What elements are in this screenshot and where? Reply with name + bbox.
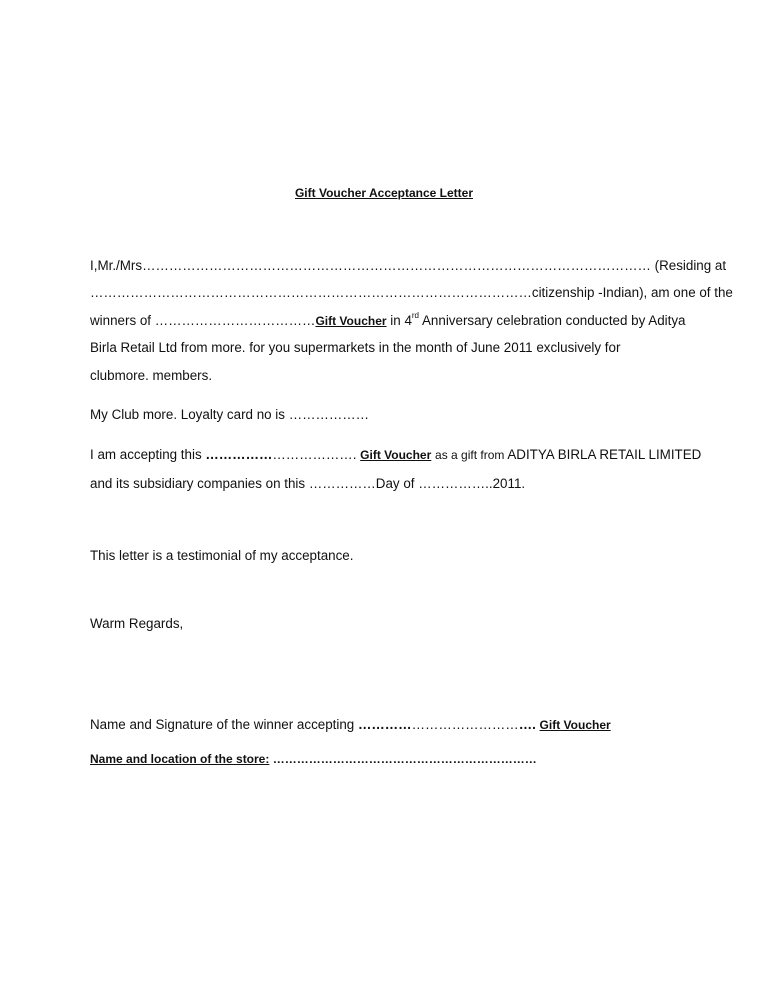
gift-voucher-label: Gift Voucher: [539, 718, 611, 732]
date-line: and its subsidiary companies on this ……………Day of ……………..2011.: [90, 476, 526, 491]
anniversary-text: Anniversary celebration conducted by Aditya: [422, 313, 686, 328]
anniversary-number: in 4: [390, 313, 412, 328]
company-name: ADITYA BIRLA RETAIL LIMITED: [507, 447, 702, 462]
ordinal-suffix: rd: [411, 311, 420, 320]
residing-line: I,Mr./Mrs…………………………………………………………………………………………………… (Residing at: [90, 258, 727, 273]
signature-dots-end: ….: [518, 717, 536, 732]
signature-line: [90, 716, 611, 734]
accepting-prefix: I am accepting this: [90, 447, 202, 462]
store-line: [90, 750, 537, 768]
accepting-line: [90, 446, 701, 464]
winners-line: [90, 312, 686, 330]
gift-voucher-label: Gift Voucher: [315, 314, 387, 328]
signature-dots: ……………………: [411, 717, 519, 732]
gift-from-text: as a gift from: [435, 448, 505, 462]
retail-line: Birla Retail Ltd from more. for you supermarkets in the month of June 2011 exclusively for: [90, 340, 621, 355]
signature-dots-bold: …………: [358, 717, 412, 732]
loyalty-card-line: My Club more. Loyalty card no is ………………: [90, 407, 370, 422]
accepting-dots-bold: ……………: [205, 447, 273, 462]
gift-voucher-label: Gift Voucher: [360, 448, 432, 462]
members-line: clubmore. members.: [90, 368, 213, 383]
testimonial-line: This letter is a testimonial of my acceptance.: [90, 548, 354, 563]
store-dots: …………………………………………………………: [272, 752, 537, 766]
citizenship-line: ………………………………………………………………………………………citizenship -Indian), am one of the: [90, 285, 733, 300]
store-label: Name and location of the store:: [90, 752, 270, 766]
winners-prefix: winners of ………………………………: [90, 313, 316, 328]
regards-line: Warm Regards,: [90, 616, 184, 631]
signature-prefix: Name and Signature of the winner accepting: [90, 717, 355, 732]
accepting-dots: ……………….: [272, 447, 357, 462]
letter-title: Gift Voucher Acceptance Letter: [294, 186, 474, 200]
